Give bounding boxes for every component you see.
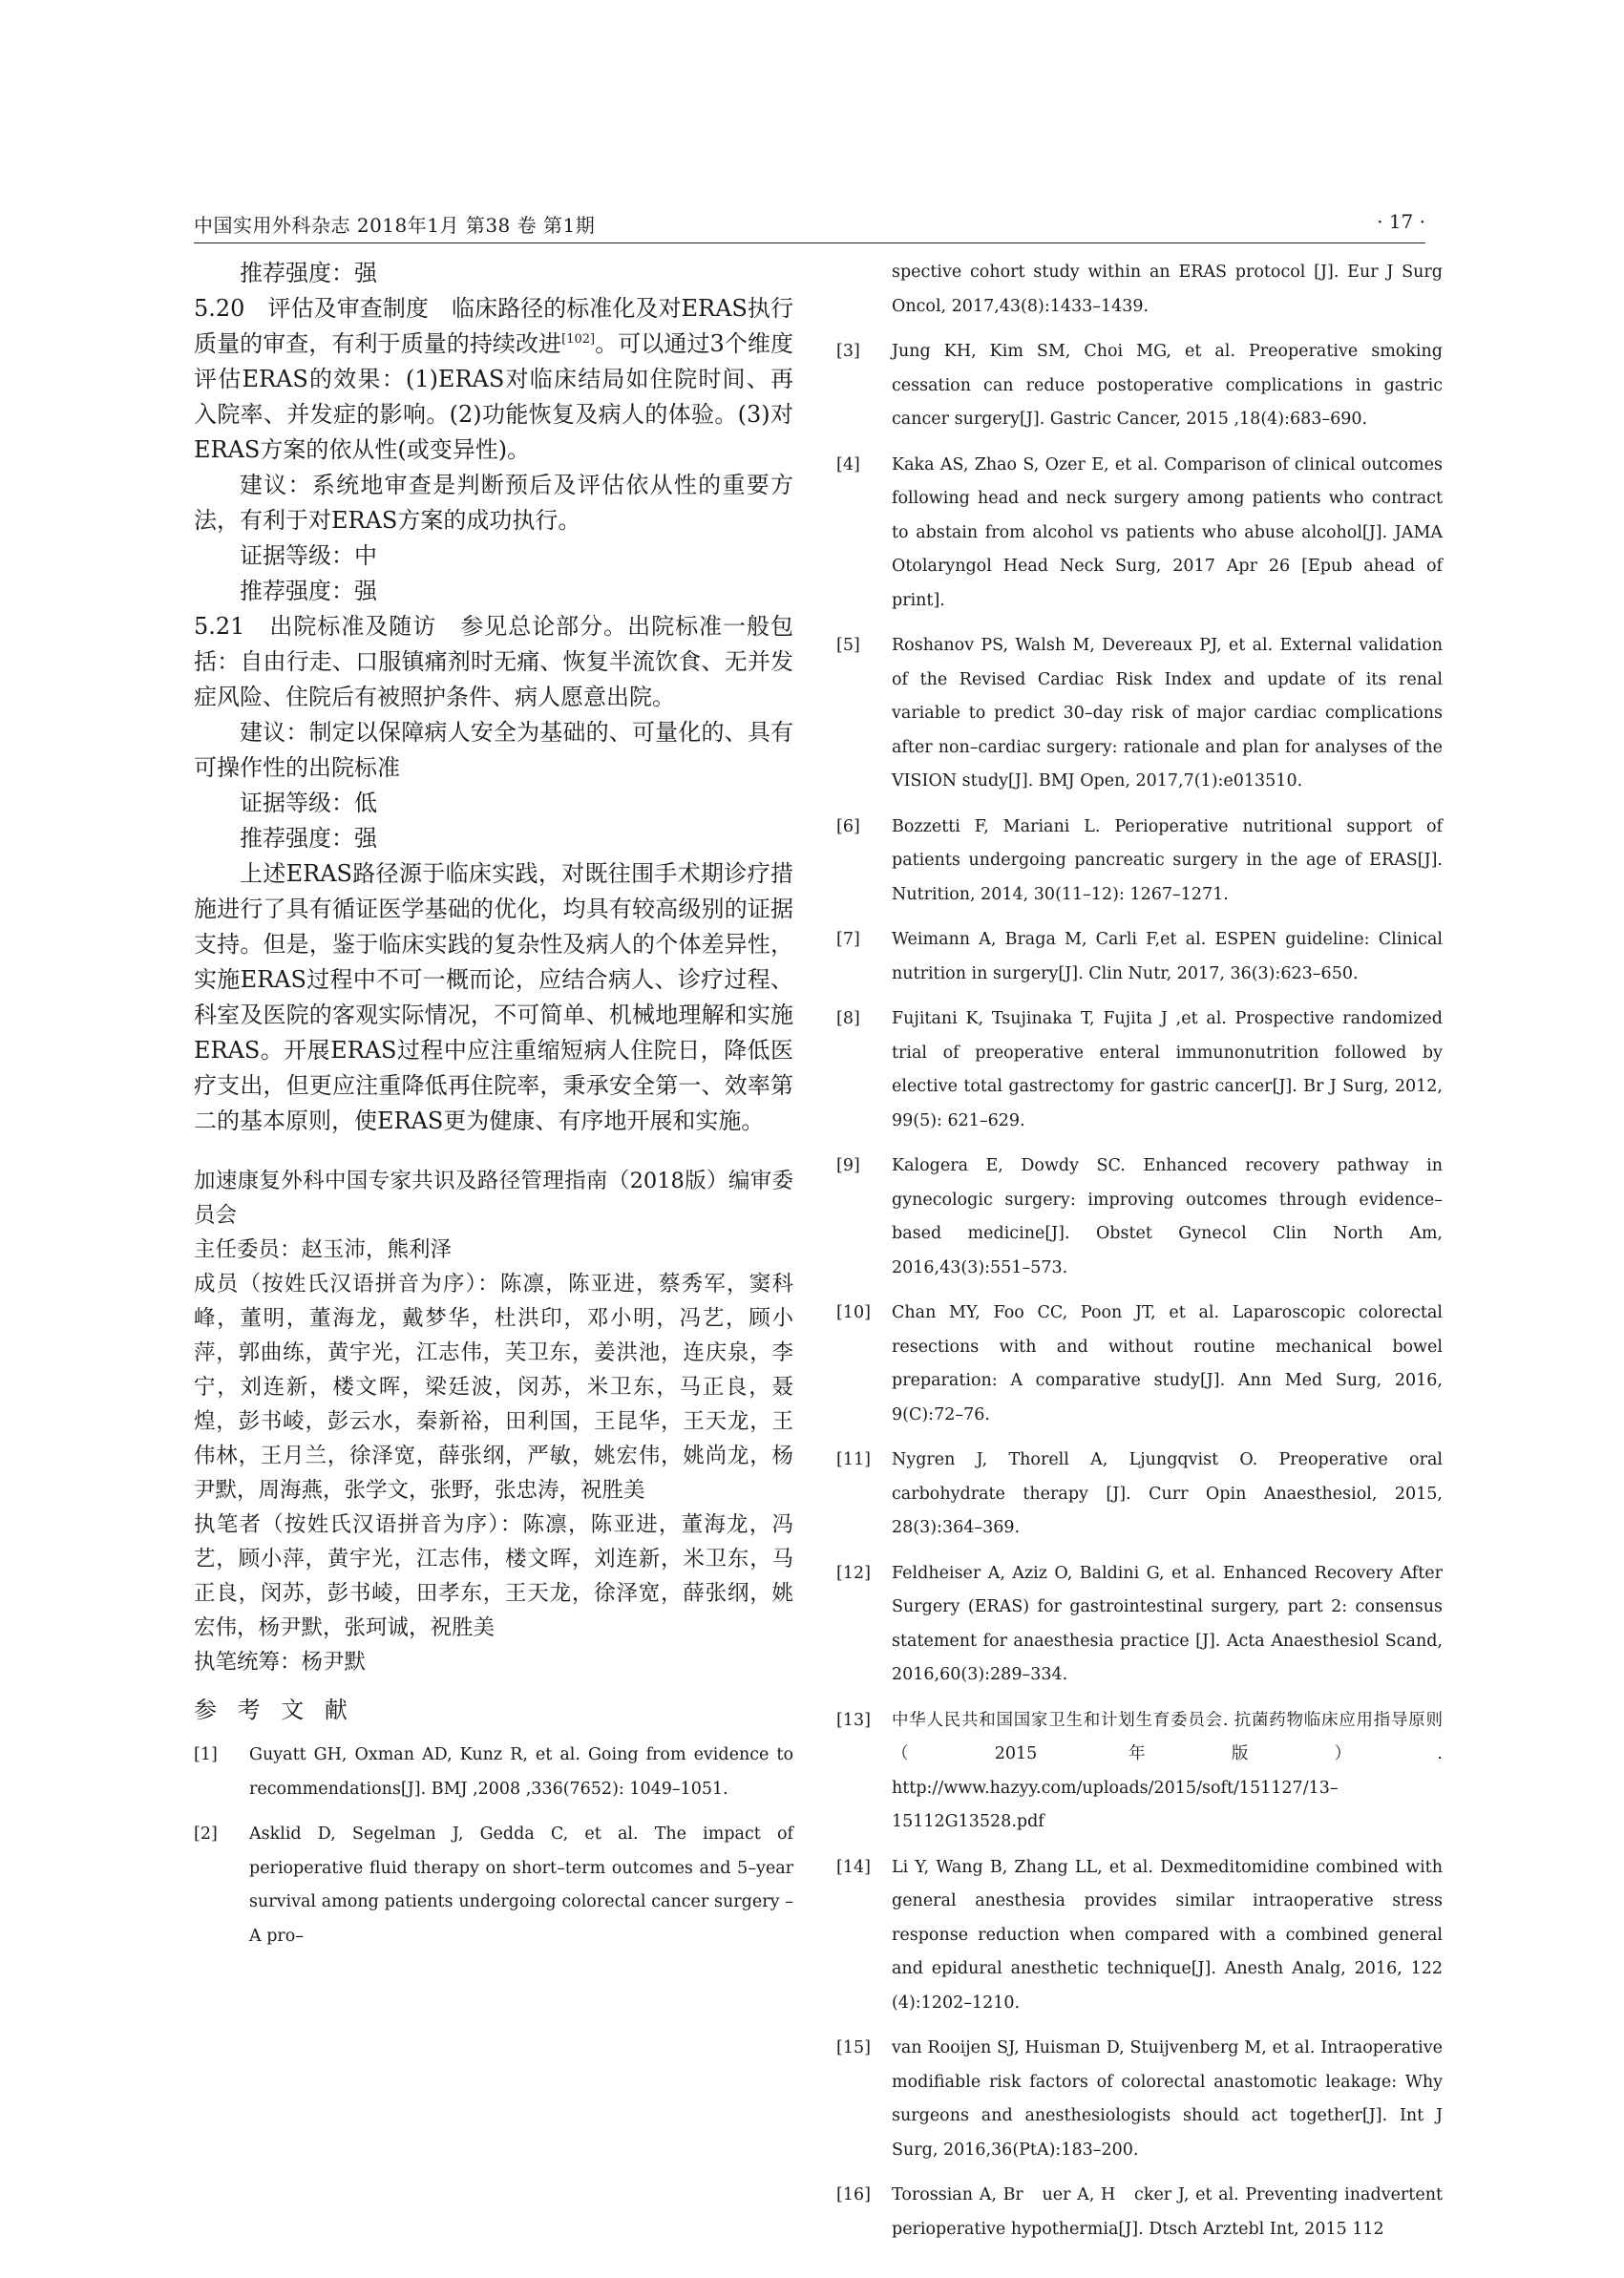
evidence-level: 证据等级：中 (240, 542, 377, 569)
reference-number: [2] (194, 1825, 218, 1844)
reference-number: [6] (836, 816, 860, 836)
conclusion-paragraph: 上述ERAS路径源于临床实践，对既往围手术期诊疗措施进行了具有循证医学基础的优化，均具有较高级别的证据支持。但是，鉴于临床实践的复杂性及病人的个体差异性，实施ERAS过程中不可一概而论，应结合病人、诊疗过程、科室及医院的客观实际情况，不可简单、机械地理解和实施ERAS。开展ERAS过程中应注重缩短病人住院日，降低医疗支出，但更应注重降低再住院率，秉承安全第一、效率第二的基本原则，使ERAS更为健康、有序地开展和实施。 (194, 860, 793, 1134)
committee-chair: 主任委员：赵玉沛，熊利泽 (194, 1237, 453, 1262)
reference-number: [5] (836, 636, 860, 655)
reference-continuation: spective cohort study within an ERAS protocol [J]. Eur J Surg Oncol, 2017,43(8):1433–1439. (892, 263, 1443, 316)
references-heading: 参 考 文 献 (194, 1697, 354, 1723)
reference-text: Bozzetti F, Mariani L. Perioperative nutritional support of patients undergoing pancreatic surgery in the age of ERAS[J]. Nutrition, 2014, 30(11–12): 1267–1271. (892, 816, 1443, 904)
section-5-20 (194, 291, 793, 468)
section-5-20-text: 5.20 评估及审查制度 临床路径的标准化及对ERAS执行质量的审查，有利于质量的持续改进 (194, 295, 793, 357)
suggestion-paragraph: 建议：制定以保障病人安全为基础的、可量化的、具有可操作性的出院标准 (194, 719, 793, 781)
reference-text: Kalogera E, Dowdy SC. Enhanced recovery pathway in gynecologic surgery: improving outcomes through evidence–based medicine[J]. Obstet Gynecol Clin North Am, 2016,43(3):551–573. (892, 1156, 1443, 1277)
left-column (194, 256, 793, 1965)
reference-number: [13] (836, 1710, 871, 1730)
reference-text: Guyatt GH, Oxman AD, Kunz R, et al. Going from evidence to recommendations[J]. BMJ ,2008 ,336(7652): 1049–1051. (249, 1745, 793, 1799)
recommendation-strength: 推荐强度：强 (240, 825, 377, 852)
reference-text: Asklid D, Segelman J, Gedda C, et al. The impact of perioperative fluid therapy on short–term outcomes and 5–year survival among patients undergoing colorectal cancer surgery – A pro– (249, 1825, 793, 1946)
committee-title: 加速康复外科中国专家共识及路径管理指南（2018版）编审委员会 (194, 1169, 793, 1228)
reference-number: [7] (836, 930, 860, 949)
running-header (194, 208, 1425, 243)
committee-members: 成员（按姓氏汉语拼音为序）：陈凛，陈亚进，蔡秀军，窦科峰，董明，董海龙，戴梦华，杜洪印，邓小明，冯艺，顾小萍，郭曲练，黄宇光，江志伟，芙卫东，姜洪池，连庆泉，李宁，刘连新，楼文晖，梁廷波，闵苏，米卫东，马正良，聂煌，彭书崚，彭云水，秦新裕，田利国，王昆华，王天龙，王伟林，王月兰，徐泽宽，薛张纲，严敏，姚宏伟，姚尚龙，杨尹默，周海燕，张学文，张野，张忠涛，祝胜美 (194, 1272, 793, 1503)
reference-number: [15] (836, 2038, 871, 2057)
reference-number: [8] (836, 1009, 860, 1028)
reference-text: Li Y, Wang B, Zhang LL, et al. Dexmeditomidine combined with general anesthesia provides similar intraoperative stress response reduction when compared with a combined general and epidural anesthetic technique[J]. Anesth Analg, 2016, 122 (4):1202–1210. (892, 1857, 1443, 2013)
reference-text: van Rooijen SJ, Huisman D, Stuijvenberg M, et al. Intraoperative modifiable risk factors of colorectal anastomotic leakage: Why surgeons and anesthesiologists should act together[J]. Int J Surg, 2016,36(PtA):183–200. (892, 2038, 1443, 2160)
evidence-level: 证据等级：低 (240, 790, 377, 816)
reference-text: Fujitani K, Tsujinaka T, Fujita J ,et al. Prospective randomized trial of preoperative enteral immunonutrition followed by elective total gastrectomy for gastric cancer[J]. Br J Surg, 2012, 99(5): 621–629. (892, 1009, 1443, 1130)
reference-number: [1] (194, 1745, 218, 1764)
journal-issue-title: 中国实用外科杂志 2018年1月 第38 卷 第1期 (194, 214, 596, 237)
committee-coordinator: 执笔统筹：杨尹默 (194, 1650, 367, 1675)
section-5-21: 5.21 出院标准及随访 参见总论部分。出院标准一般包括：自由行走、口服镇痛剂时无痛、恢复半流饮食、无并发症风险、住院后有被照护条件、病人愿意出院。 (194, 613, 793, 710)
reference-number: [3] (836, 342, 860, 361)
reference-text: Feldheiser A, Aziz O, Baldini G, et al. Enhanced Recovery After Surgery (ERAS) for gastrointestinal surgery, part 2: consensus statement for anaesthesia practice [J]. Acta Anaesthesiol Scand, 2016,60(3):289–334. (892, 1563, 1443, 1684)
reference-number: [14] (836, 1857, 871, 1877)
recommendation-strength: 推荐强度：强 (240, 578, 377, 604)
reference-number: [9] (836, 1156, 860, 1175)
section-5-20-tail: 。可以通过3个维度评估ERAS的效果：(1)ERAS对临床结局如住院时间、再入院率、并发症的影响。(2)功能恢复及病人的体验。(3)对ERAS方案的依从性(或变异性)。 (194, 330, 793, 463)
page-number: · 17 · (1377, 210, 1425, 233)
committee-writers: 执笔者（按姓氏汉语拼音为序）：陈凛，陈亚进，董海龙，冯艺，顾小萍，黄宇光，江志伟，楼文晖，刘连新，米卫东，马正良，闵苏，彭书崚，田孝东，王天龙，徐泽宽，薛张纲，姚宏伟，杨尹默，张珂诚，祝胜美 (194, 1512, 793, 1640)
right-column (836, 256, 1443, 2258)
reference-text: Jung KH, Kim SM, Choi MG, et al. Preoperative smoking cessation can reduce postoperative complications in gastric cancer surgery[J]. Gastric Cancer, 2015 ,18(4):683–690. (892, 342, 1443, 429)
recommendation-strength: 推荐强度：强 (240, 260, 377, 286)
reference-number: [11] (836, 1450, 871, 1469)
reference-text: 中华人民共和国国家卫生和计划生育委员会. 抗菌药物临床应用指导原则（2015 年版）. http://www.hazyy.com/uploads/2015/soft/151127/13–15112G13528.pdf (892, 1710, 1443, 1831)
reference-text: Chan MY, Foo CC, Poon JT, et al. Laparoscopic colorectal resections with and without routine mechanical bowel preparation: A comparative study[J]. Ann Med Surg, 2016, 9(C):72–76. (892, 1303, 1443, 1424)
reference-text: Torossian A, Br uer A, H cker J, et al. Preventing inadvertent perioperative hypothermia[J]. Dtsch Arztebl Int, 2015 112 (892, 2185, 1443, 2239)
reference-number: [4] (836, 454, 860, 475)
reference-text: Weimann A, Braga M, Carli F,et al. ESPEN guideline: Clinical nutrition in surgery[J]. Clin Nutr, 2017, 36(3):623–650. (892, 930, 1443, 983)
reference-number: [10] (836, 1303, 871, 1322)
reference-text: Kaka AS, Zhao S, Ozer E, et al. Comparison of clinical outcomes following head and neck surgery among patients who contract to abstain from alcohol vs patients who abuse alcohol[J]. JAMA Otolaryngol Head Neck Surg, 2017 Apr 26 [Epub ahead of print]. (892, 454, 1443, 610)
reference-text: Nygren J, Thorell A, Ljungqvist O. Preoperative oral carbohydrate therapy [J]. Curr Opin Anaesthesiol, 2015, 28(3):364–369. (892, 1450, 1443, 1537)
reference-number: [12] (836, 1563, 871, 1583)
reference-text: Roshanov PS, Walsh M, Devereaux PJ, et al. External validation of the Revised Cardiac Risk Index and update of its renal variable to predict 30–day risk of major cardiac complications after non–cardiac surgery: rationale and plan for analyses of the VISION study[J]. BMJ Open, 2017,7(1):e013510. (892, 636, 1443, 791)
reference-number: [16] (836, 2185, 871, 2204)
citation-sup: [102] (561, 332, 596, 347)
suggestion-paragraph: 建议：系统地审查是判断预后及评估依从性的重要方法，有利于对ERAS方案的成功执行。 (194, 472, 793, 534)
